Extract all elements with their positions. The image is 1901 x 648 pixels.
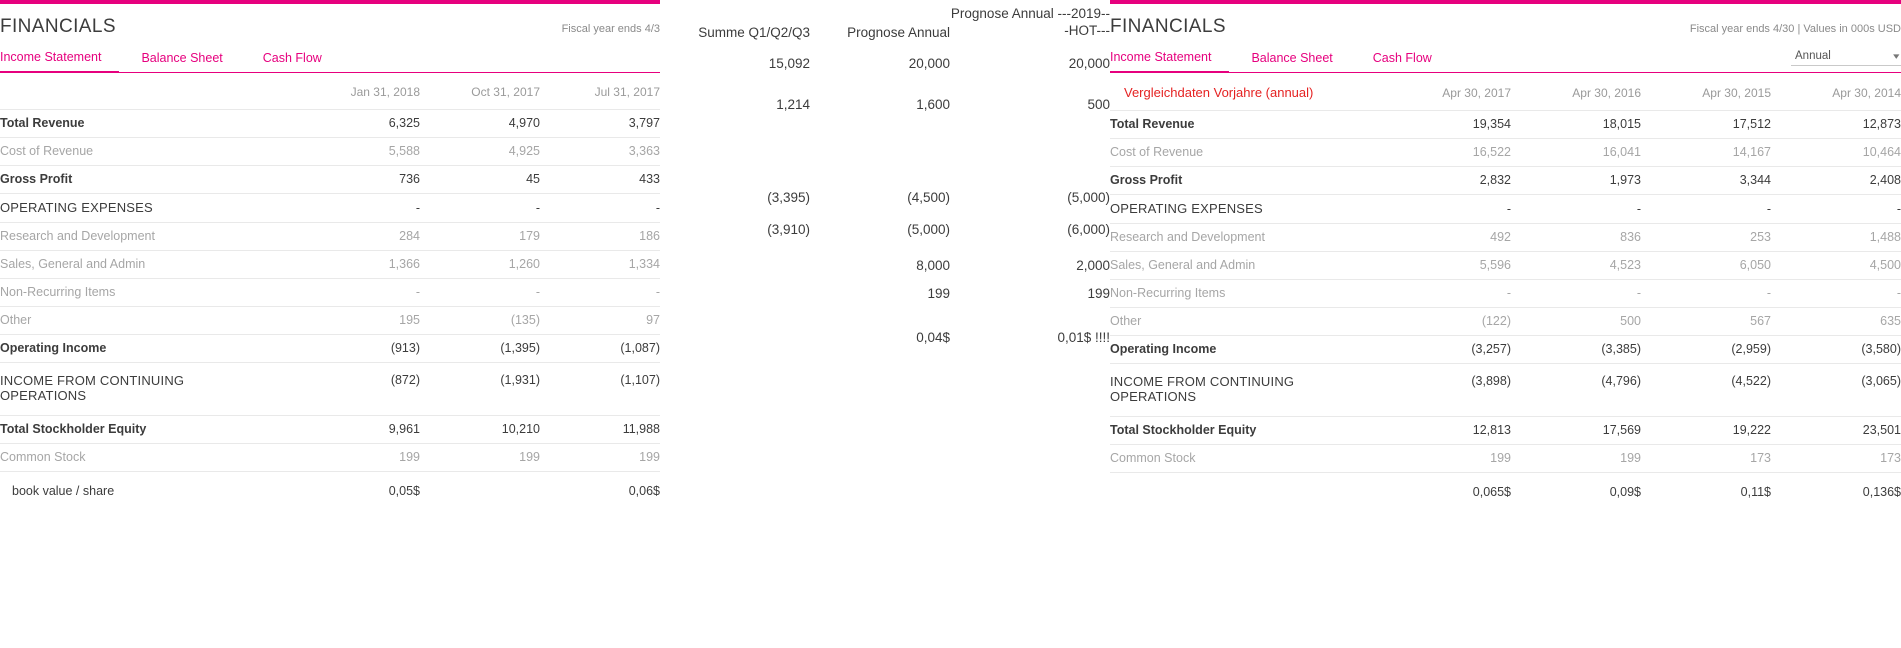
row-value: 9,961 — [388, 422, 420, 436]
column-header-forecast-annual: Prognose Annual — [847, 24, 950, 40]
forecast-value — [810, 171, 950, 184]
column-header-forecast-annual-2019: Prognose Annual ---2019---HOT--- — [950, 6, 1110, 38]
forecast-row — [660, 280, 1110, 308]
row-value: (3,898) — [1471, 374, 1511, 388]
row-value: 12,873 — [1862, 117, 1901, 131]
row-value: - — [415, 285, 420, 299]
forecast-value — [810, 132, 950, 145]
row-label: INCOME FROM CONTINUING OPERATIONS — [1110, 374, 1295, 404]
table-row — [1110, 167, 1901, 195]
table-row — [1110, 111, 1901, 139]
row-label: INCOME FROM CONTINUING OPERATIONS — [0, 373, 185, 403]
forecast-value — [660, 308, 810, 352]
row-value: 14,167 — [1732, 145, 1771, 159]
income-statement-table-quarterly — [0, 73, 660, 505]
row-value: 6,050 — [1739, 258, 1771, 272]
row-value: 173 — [1880, 451, 1901, 465]
forecast-row — [660, 308, 1110, 352]
forecast-value — [660, 145, 810, 158]
forecast-value — [810, 78, 950, 91]
row-label: Common Stock — [0, 450, 86, 464]
row-value: - — [1636, 201, 1641, 216]
forecast-value: 1,214 — [776, 96, 810, 112]
row-value: 16,522 — [1472, 145, 1511, 159]
row-value: - — [1506, 201, 1511, 216]
row-value: 195 — [399, 313, 420, 327]
row-value: (1,931) — [500, 373, 540, 387]
row-value: 635 — [1880, 314, 1901, 328]
row-value: - — [655, 200, 660, 215]
row-value — [420, 472, 540, 506]
forecast-value — [660, 119, 810, 132]
forecast-value: 8,000 — [916, 257, 950, 273]
row-value: 4,925 — [508, 144, 540, 158]
forecast-row — [660, 184, 1110, 212]
row-label: Gross Profit — [1110, 173, 1183, 187]
row-value: - — [655, 285, 660, 299]
forecast-value: (5,000) — [1067, 189, 1110, 205]
forecast-row — [660, 119, 1110, 132]
period-dropdown[interactable] — [1791, 48, 1901, 66]
row-label: Research and Development — [0, 229, 155, 243]
row-value-book-value: 0,11$ — [1740, 485, 1771, 499]
table-row — [1110, 280, 1901, 308]
row-label: Cost of Revenue — [0, 144, 94, 158]
row-label: Total Stockholder Equity — [1110, 423, 1257, 437]
forecast-value — [950, 132, 1110, 145]
row-value: 199 — [1620, 451, 1641, 465]
table-row — [0, 279, 660, 307]
table-row — [0, 138, 660, 166]
column-header-label — [0, 73, 300, 110]
forecast-value — [810, 158, 950, 171]
row-value: 433 — [639, 172, 660, 186]
financials-panel-annual — [1110, 0, 1901, 506]
row-value: (3,580) — [1861, 342, 1901, 356]
table-header-row — [0, 73, 660, 110]
row-value: 3,797 — [628, 116, 660, 130]
page-title: FINANCIALS — [1110, 16, 1226, 37]
row-value: (2,959) — [1731, 342, 1771, 356]
forecast-value — [950, 171, 1110, 184]
row-value: 1,973 — [1609, 173, 1641, 187]
row-label: Research and Development — [1110, 230, 1265, 244]
forecast-value: 20,000 — [1068, 55, 1110, 71]
forecast-row — [660, 50, 1110, 78]
row-value: 567 — [1750, 314, 1771, 328]
column-header-period-3: Jul 31, 2017 — [594, 85, 660, 99]
forecast-value — [660, 158, 810, 171]
column-header-period-2: Oct 31, 2017 — [471, 85, 540, 99]
row-value: 1,334 — [628, 257, 660, 271]
row-value: - — [535, 285, 540, 299]
comparison-note: Vergleichdaten Vorjahre (annual) — [1124, 85, 1314, 100]
forecast-value: (4,500) — [907, 189, 950, 205]
row-value: (4,522) — [1731, 374, 1771, 388]
row-value: - — [1506, 286, 1511, 300]
forecast-value: (3,395) — [767, 189, 810, 205]
row-value: 1,366 — [388, 257, 420, 271]
forecast-value — [950, 158, 1110, 171]
row-value: 4,523 — [1609, 258, 1641, 272]
row-value: 186 — [639, 229, 660, 243]
row-value: 0,06$ — [628, 484, 660, 498]
row-label: Other — [0, 313, 32, 327]
row-label: Other — [1110, 314, 1142, 328]
forecast-row — [660, 132, 1110, 145]
forecast-value — [660, 132, 810, 145]
page-title: FINANCIALS — [0, 16, 116, 37]
fiscal-year-note: Fiscal year ends 4/3 — [561, 23, 660, 35]
table-row — [0, 110, 660, 138]
row-value: 199 — [399, 450, 420, 464]
forecast-row — [660, 145, 1110, 158]
row-value: 12,813 — [1472, 423, 1511, 437]
forecast-value: 2,000 — [1076, 257, 1110, 273]
row-value: 16,041 — [1602, 145, 1641, 159]
row-label — [1110, 473, 1381, 507]
row-value: 736 — [399, 172, 420, 186]
row-value: (1,107) — [620, 373, 660, 387]
row-value: 19,354 — [1472, 117, 1511, 131]
forecast-table — [660, 0, 1110, 352]
table-row — [1110, 364, 1901, 417]
forecast-value — [660, 78, 810, 91]
forecast-value-book-value: 0,04$ — [916, 329, 950, 345]
row-value: 284 — [399, 229, 420, 243]
row-value: (872) — [390, 373, 420, 387]
table-row — [1110, 224, 1901, 252]
forecast-value — [660, 244, 810, 280]
row-value: 10,464 — [1862, 145, 1901, 159]
row-value: 836 — [1620, 230, 1641, 244]
tab-cash-flow[interactable]: Cash Flow — [1372, 50, 1432, 65]
forecast-row — [660, 171, 1110, 184]
column-header-sum-quarters: Summe Q1/Q2/Q3 — [698, 24, 810, 40]
row-value: 179 — [519, 229, 540, 243]
row-value: 3,344 — [1739, 173, 1771, 187]
forecast-value: 1,600 — [916, 96, 950, 112]
table-row — [1110, 195, 1901, 224]
tab-balance-sheet[interactable]: Balance Sheet — [1251, 50, 1333, 65]
row-value-book-value: 0,065$ — [1472, 485, 1511, 499]
table-row — [0, 251, 660, 279]
forecast-annotation-block — [660, 0, 1110, 352]
row-value: 11,988 — [622, 422, 660, 436]
table-header-row — [1110, 73, 1901, 111]
period-dropdown-value: Annual — [1795, 50, 1831, 62]
table-row — [1110, 308, 1901, 336]
table-row — [0, 444, 660, 472]
table-row — [0, 416, 660, 444]
tab-bar-left — [0, 44, 660, 73]
row-label: Total Revenue — [0, 116, 85, 130]
column-header-period-3: Apr 30, 2015 — [1702, 85, 1771, 100]
row-value: 199 — [1490, 451, 1511, 465]
table-row — [0, 223, 660, 251]
row-value: 4,500 — [1869, 258, 1901, 272]
forecast-value-book-value-hot: 0,01$ !!!! — [1057, 329, 1110, 345]
row-value: (3,257) — [1471, 342, 1511, 356]
table-row — [0, 307, 660, 335]
table-row — [1110, 139, 1901, 167]
tab-income-statement[interactable]: Income Statement — [0, 44, 119, 73]
row-value: - — [1896, 201, 1901, 216]
forecast-value: 15,092 — [768, 55, 810, 71]
row-value: - — [1636, 286, 1641, 300]
row-value: (3,065) — [1861, 374, 1901, 388]
row-label: OPERATING EXPENSES — [1110, 201, 1263, 216]
row-value: (1,395) — [500, 341, 540, 355]
row-label: Total Stockholder Equity — [0, 422, 147, 436]
forecast-value: (5,000) — [907, 221, 950, 237]
row-label: Sales, General and Admin — [1110, 258, 1256, 272]
row-value: 1,260 — [508, 257, 540, 271]
row-value: 4,970 — [508, 116, 540, 130]
row-label: Non-Recurring Items — [1110, 286, 1226, 300]
row-value: (4,796) — [1601, 374, 1641, 388]
column-header-period-1: Apr 30, 2017 — [1442, 85, 1511, 100]
row-value: (122) — [1481, 314, 1511, 328]
row-value: (135) — [510, 313, 540, 327]
row-label: Non-Recurring Items — [0, 285, 116, 299]
table-row — [0, 194, 660, 223]
row-value: 17,512 — [1732, 117, 1771, 131]
row-value-book-value: 0,136$ — [1862, 485, 1901, 499]
forecast-value — [950, 119, 1110, 132]
column-header-period-1: Jan 31, 2018 — [350, 85, 420, 99]
row-value: (3,385) — [1601, 342, 1641, 356]
forecast-value — [810, 119, 950, 132]
row-value: - — [415, 200, 420, 215]
row-label: OPERATING EXPENSES — [0, 200, 153, 215]
table-row — [0, 472, 660, 506]
forecast-row — [660, 158, 1110, 171]
row-value: - — [1896, 286, 1901, 300]
row-value: 2,408 — [1869, 173, 1901, 187]
row-value: 5,588 — [388, 144, 420, 158]
row-value: 23,501 — [1862, 423, 1901, 437]
table-row — [0, 335, 660, 363]
tab-balance-sheet[interactable]: Balance Sheet — [141, 50, 223, 65]
forecast-value: 199 — [927, 285, 950, 301]
tab-cash-flow[interactable]: Cash Flow — [262, 50, 322, 65]
forecast-value — [950, 145, 1110, 158]
row-value: (913) — [390, 341, 420, 355]
row-value: 19,222 — [1732, 423, 1771, 437]
row-value: 0,05$ — [388, 484, 420, 498]
row-label: Sales, General and Admin — [0, 257, 146, 271]
forecast-row — [660, 91, 1110, 119]
forecast-value: 199 — [1087, 285, 1110, 301]
income-statement-table-annual — [1110, 73, 1901, 506]
forecast-value — [660, 280, 810, 308]
table-row — [1110, 473, 1901, 507]
forecast-value — [660, 171, 810, 184]
forecast-value: 500 — [1087, 96, 1110, 112]
row-label-book-value: book value / share — [12, 484, 115, 498]
row-value: 199 — [639, 450, 660, 464]
financials-panel-quarterly — [0, 0, 660, 505]
row-label: Gross Profit — [0, 172, 73, 186]
tab-bar-right — [1110, 44, 1901, 73]
row-value: 492 — [1490, 230, 1511, 244]
row-label: Operating Income — [1110, 342, 1217, 356]
forecast-row — [660, 78, 1110, 91]
panel-header — [0, 4, 660, 44]
forecast-value: (3,910) — [767, 221, 810, 237]
row-value: 10,210 — [501, 422, 540, 436]
panel-header — [1110, 4, 1901, 44]
row-value: 173 — [1750, 451, 1771, 465]
row-value: 199 — [519, 450, 540, 464]
table-row — [1110, 336, 1901, 364]
table-row — [0, 363, 660, 416]
row-value: - — [1766, 201, 1771, 216]
forecast-value — [810, 145, 950, 158]
chevron-down-icon: ▾ — [1893, 50, 1900, 61]
row-label: Common Stock — [1110, 451, 1196, 465]
row-value: 253 — [1750, 230, 1771, 244]
row-value-book-value: 0,09$ — [1609, 485, 1641, 499]
row-value: (1,087) — [620, 341, 660, 355]
forecast-value — [950, 78, 1110, 91]
row-value: - — [535, 200, 540, 215]
row-value: 97 — [646, 313, 660, 327]
row-value: 500 — [1620, 314, 1641, 328]
row-value: 5,596 — [1479, 258, 1511, 272]
forecast-header-row — [660, 0, 1110, 50]
table-row — [1110, 252, 1901, 280]
column-header-period-4: Apr 30, 2014 — [1832, 85, 1901, 100]
row-label: Total Revenue — [1110, 117, 1195, 131]
table-row — [1110, 445, 1901, 473]
forecast-value: (6,000) — [1067, 221, 1110, 237]
row-value: - — [1766, 286, 1771, 300]
forecast-row — [660, 212, 1110, 244]
table-row — [1110, 417, 1901, 445]
row-value: 45 — [526, 172, 540, 186]
row-label: Cost of Revenue — [1110, 145, 1204, 159]
table-row — [0, 166, 660, 194]
row-value: 18,015 — [1602, 117, 1641, 131]
row-value: 17,569 — [1602, 423, 1641, 437]
row-value: 6,325 — [388, 116, 420, 130]
row-value: 2,832 — [1479, 173, 1511, 187]
fiscal-year-note: Fiscal year ends 4/30 | Values in 000s USD — [1689, 23, 1901, 35]
row-value: 1,488 — [1869, 230, 1901, 244]
forecast-value: 20,000 — [908, 55, 950, 71]
row-label: Operating Income — [0, 341, 107, 355]
forecast-row — [660, 244, 1110, 280]
column-header-period-2: Apr 30, 2016 — [1572, 85, 1641, 100]
row-value: 3,363 — [628, 144, 660, 158]
tab-income-statement[interactable]: Income Statement — [1110, 44, 1229, 73]
